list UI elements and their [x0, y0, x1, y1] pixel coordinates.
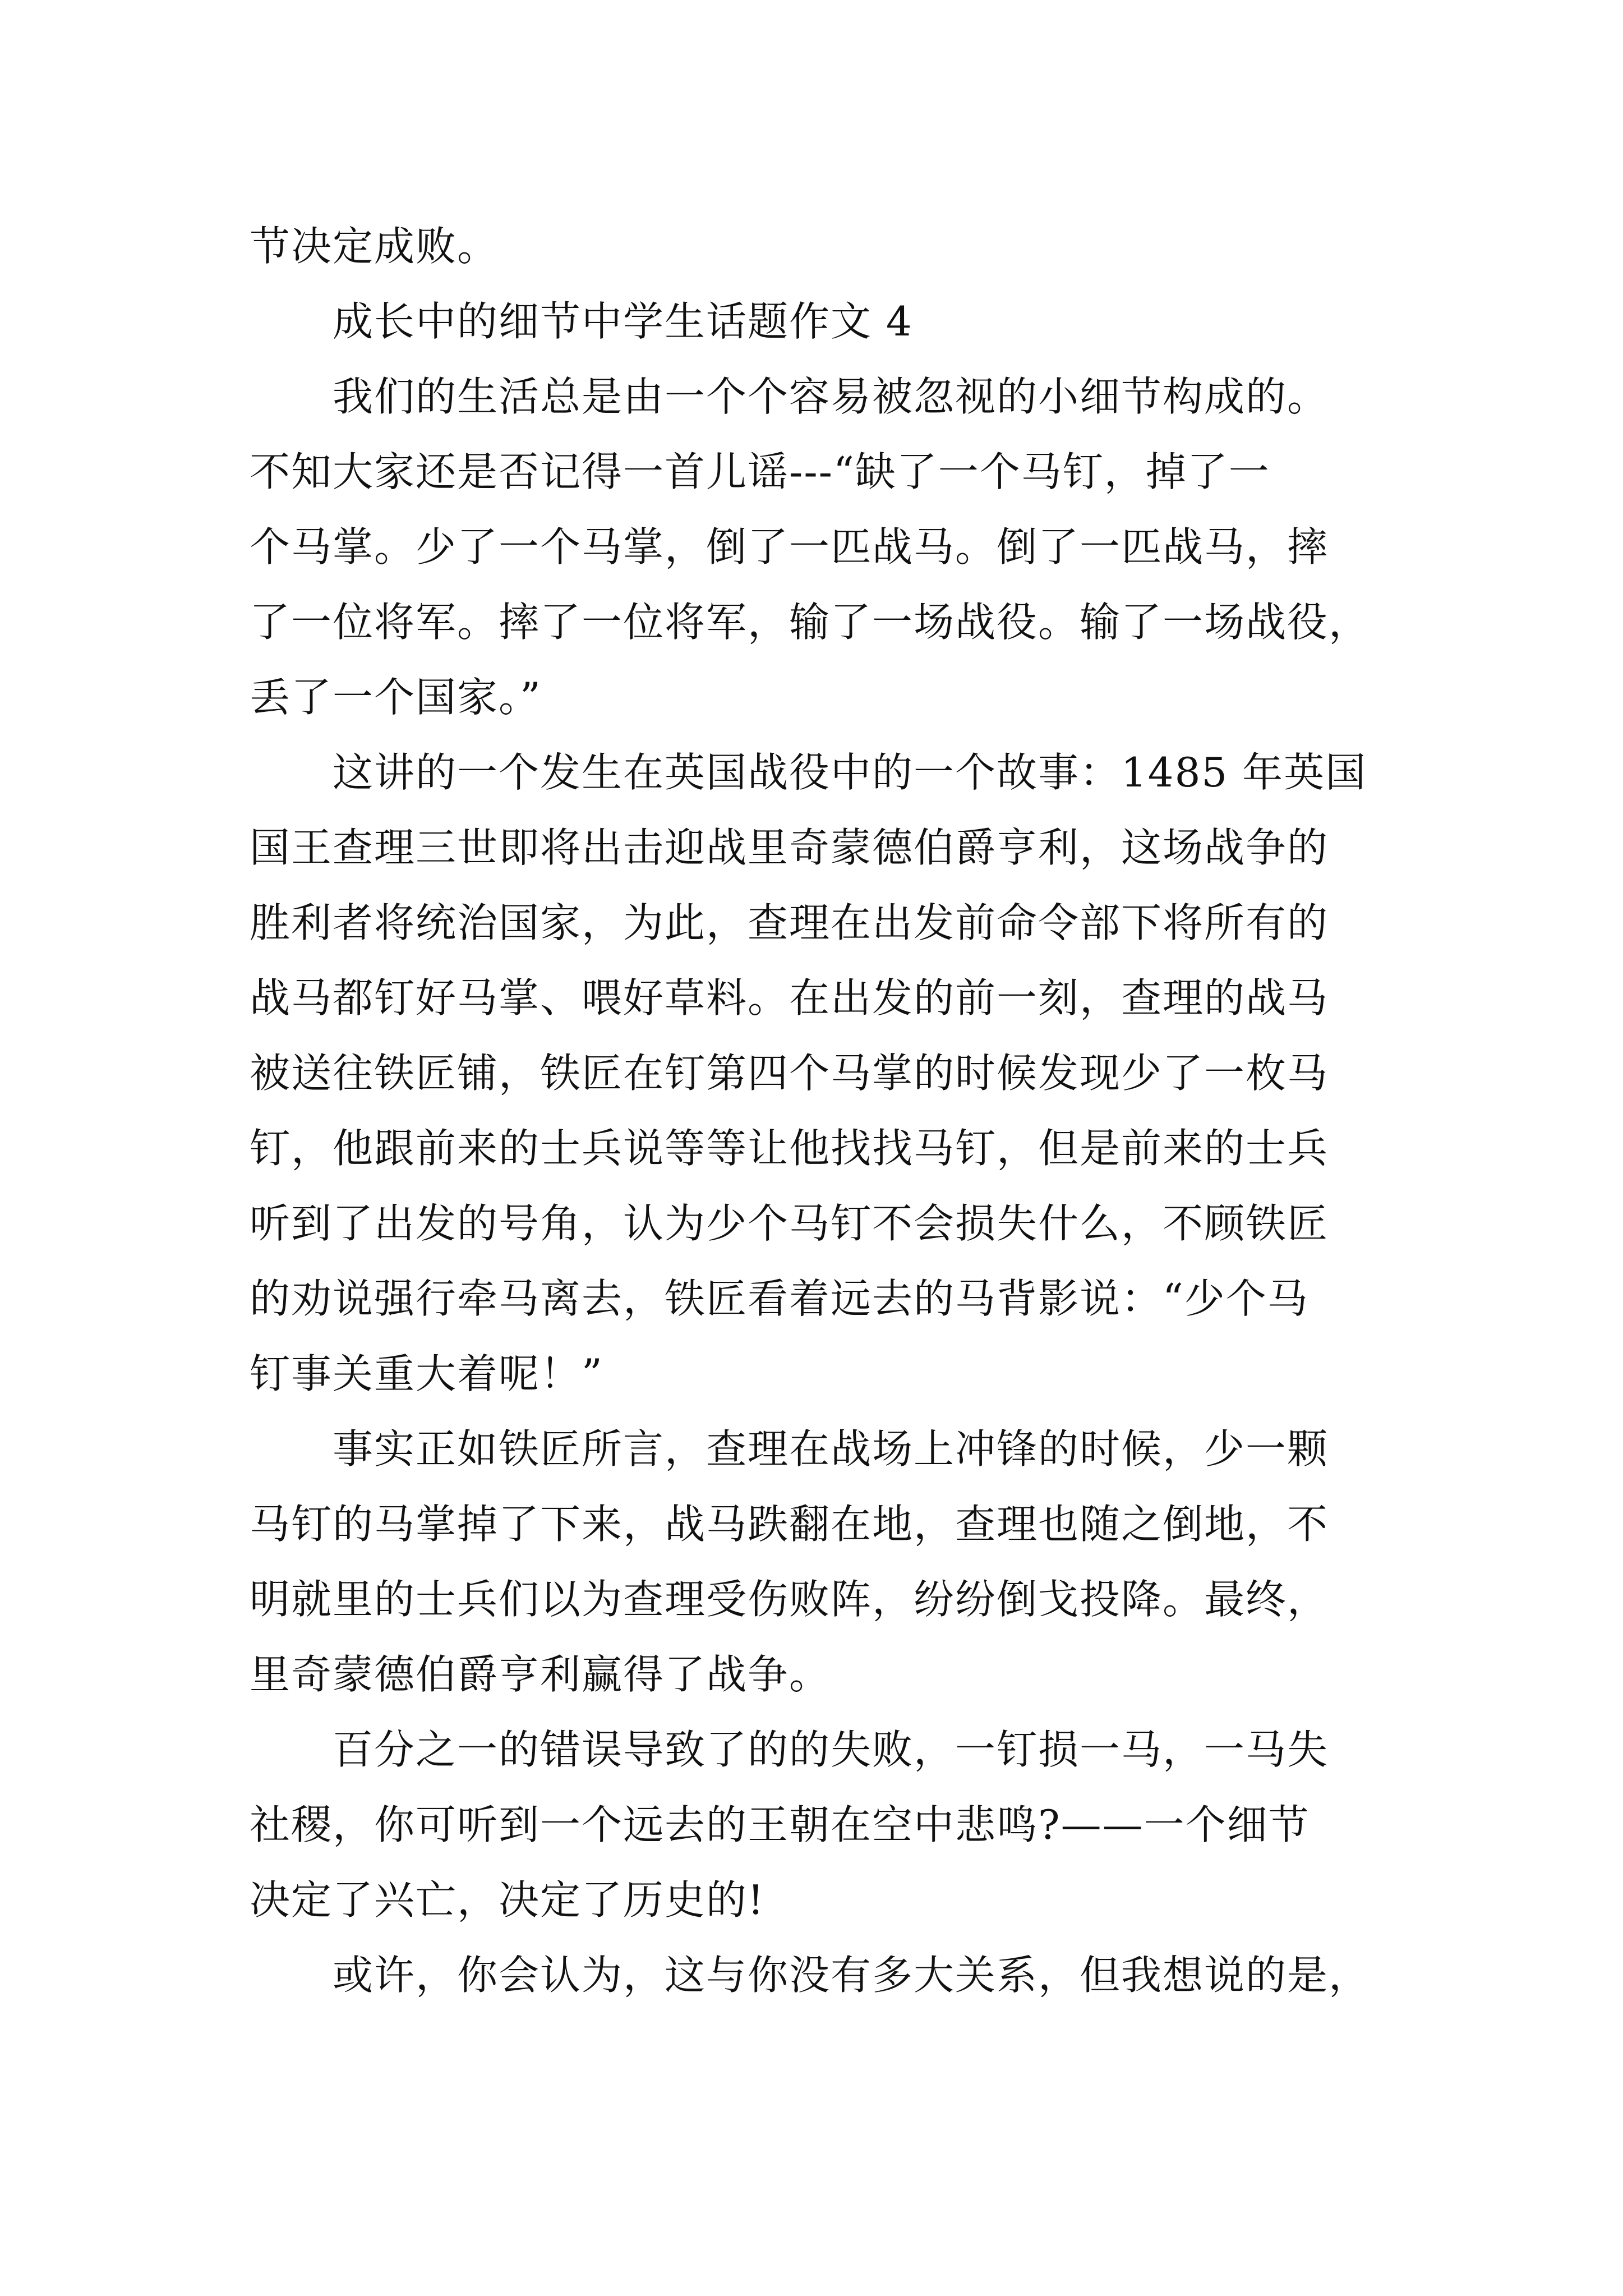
text-line: 被送往铁匠铺，铁匠在钉第四个马掌的时候发现少了一枚马 — [250, 1050, 1329, 1097]
text-line: 成长中的细节中学生话题作文 4 — [250, 298, 913, 345]
text-line: 里奇蒙德伯爵亨利赢得了战争。 — [250, 1651, 831, 1698]
paragraph — [250, 735, 1394, 1411]
text-line: 马钉的马掌掉了下来，战马跌翻在地，查理也随之倒地，不 — [250, 1501, 1329, 1548]
text-line: 明就里的士兵们以为查理受伤败阵，纷纷倒戈投降。最终， — [250, 1576, 1329, 1623]
text-line: 这讲的一个发生在英国战役中的一个故事：1485 年英国 — [250, 749, 1367, 796]
text-line: 钉，他跟前来的士兵说等等让他找找马钉，但是前来的士兵 — [250, 1125, 1329, 1172]
text-line: 事实正如铁匠所言，查理在战场上冲锋的时候，少一颗 — [250, 1425, 1329, 1473]
text-line: 或许，你会认为，这与你没有多大关系，但我想说的是， — [250, 1952, 1371, 1999]
text-line: 战马都钉好马掌、喂好草料。在出发的前一刻，查理的战马 — [250, 974, 1329, 1022]
text-line: 不知大家还是否记得一首儿谣---“缺了一个马钉，掉了一 — [250, 448, 1270, 495]
text-line: 节决定成败。 — [250, 223, 499, 270]
paragraph — [250, 1712, 1394, 1938]
paragraph — [250, 209, 1394, 284]
text-line: 胜利者将统治国家，为此，查理在出发前命令部下将所有的 — [250, 899, 1329, 946]
text-line: 的劝说强行牵马离去，铁匠看着远去的马背影说：“少个马 — [250, 1275, 1309, 1322]
text-line: 钉事关重大着呢！” — [250, 1350, 603, 1397]
document-body — [250, 209, 1394, 2013]
text-line: 了一位将军。摔了一位将军，输了一场战役。输了一场战役， — [250, 599, 1371, 646]
text-line: 我们的生活总是由一个个容易被忽视的小细节构成的。 — [250, 373, 1329, 420]
text-line: 个马掌。少了一个马掌，倒了一匹战马。倒了一匹战马，摔 — [250, 523, 1329, 570]
text-line: 社稷，你可听到一个远去的王朝在空中悲鸣?——一个细节 — [250, 1801, 1310, 1848]
text-line: 听到了出发的号角，认为少个马钉不会损失什么，不顾铁匠 — [250, 1200, 1329, 1247]
paragraph — [250, 1938, 1394, 2013]
text-line: 丢了一个国家。” — [250, 674, 542, 721]
paragraph — [250, 359, 1394, 735]
text-line: 百分之一的错误导致了的的失败，一钉损一马，一马失 — [250, 1726, 1329, 1773]
text-line: 决定了兴亡，决定了历史的! — [250, 1876, 765, 1924]
text-line: 国王查理三世即将出击迎战里奇蒙德伯爵亨利，这场战争的 — [250, 824, 1329, 871]
paragraph — [250, 1411, 1394, 1712]
paragraph — [250, 284, 1394, 359]
